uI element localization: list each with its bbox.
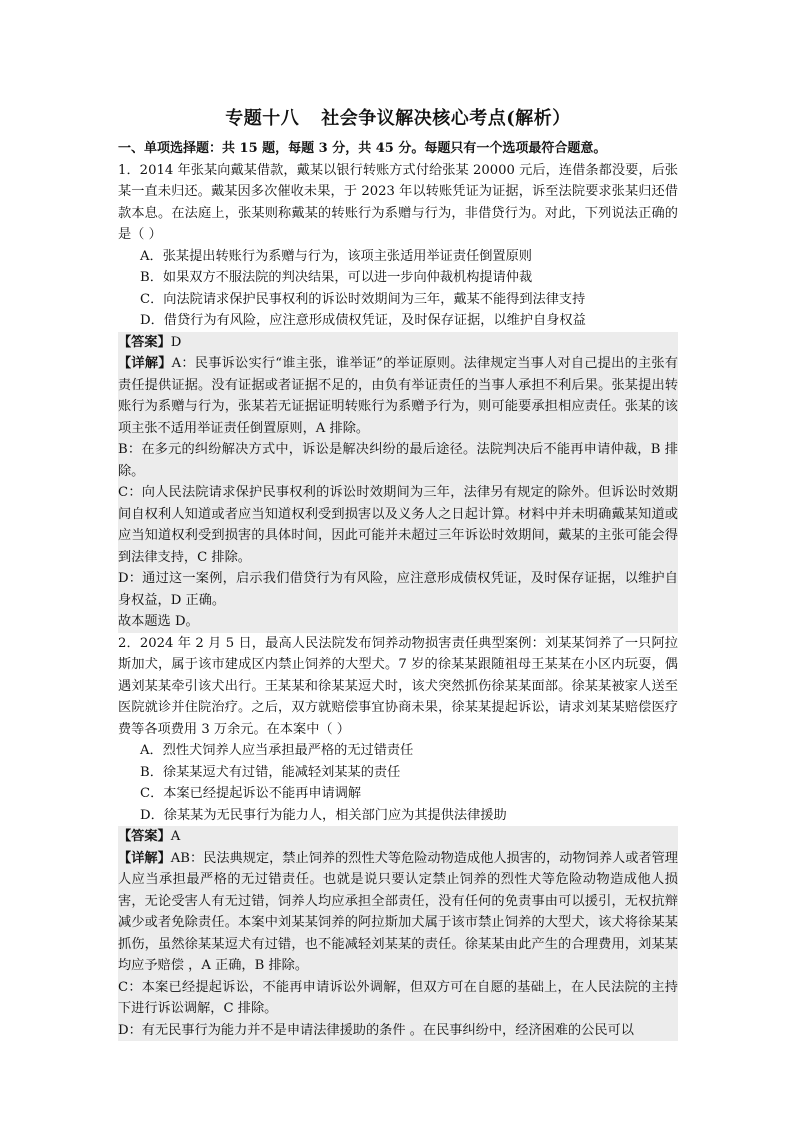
q2-option-c: C．本案已经提起诉讼不能再申请调解 xyxy=(140,786,362,801)
q1-analysis-b: B：在多元的纠纷解决方式中，诉讼是解决纠纷的最后途径。法院判决后不能再申请仲裁，B 排除。 xyxy=(118,442,678,479)
q1-option-d: D．借贷行为有风险，应注意形成债权凭证，及时保存证据，以维护自身权益 xyxy=(140,313,586,328)
q1-analysis-c: C：向人民法院请求保护民事权利的诉讼时效期间为三年，法律另有规定的除外。但诉讼时效期间自权利人知道或者应当知道权利受到损害以及义务人之日起计算。材料中并未明确戴某知道或应当知道权利受到损害的具体时间，因此可能并未超过三年诉讼时效期间，戴某的主张可能会得到法律支持，C 排除。 xyxy=(118,485,678,565)
q1-option-b: B．如果双方不服法院的判决结果，可以进一步向仲裁机构提请仲裁 xyxy=(140,270,533,285)
title-part-2: 社会争议解决核心考点(解析） xyxy=(321,108,571,129)
answer-value: D xyxy=(170,334,182,350)
q2-analysis-c: C：本案已经提起诉讼，不能再申请诉讼外调解，但双方可在自愿的基础上，在人民法院的主持下进行诉讼调解，C 排除。 xyxy=(118,979,678,1016)
analysis-text: A：民事诉讼实行“谁主张，谁举证”的举证原则。法律规定当事人对自己提出的主张有责任提供证据。没有证据或者证据不足的，由负有举证责任的当事人承担不利后果。张某提出转账行为系赠与行为，张某若无证据证明转账行为系赠予行为，则可能要承担相应责任。张某的该项主张不适用举证责任倒置原则，A 排除。 xyxy=(118,356,678,436)
content xyxy=(118,138,678,1041)
answer-value: A xyxy=(170,829,181,844)
analysis-text: AB：民法典规定，禁止饲养的烈性犬等危险动物造成他人损害的，动物饲养人或者管理人应当承担最严格的无过错责任。也就是说只要认定禁止饲养的烈性犬等危险动物造成他人损害，无论受害人有无过错，饲养人均应承担全部责任，没有任何的免责事由可以援引，无权抗辩减少或者免除责任。本案中刘某某饲养的阿拉斯加犬属于该市禁止饲养的大型犬，该犬将徐某某抓伤，虽然徐某某逗犬有过错，也不能减轻刘某某的责任。徐某某由此产生的合理费用，刘某某均应予赔偿 ，A 正确，B 排除。 xyxy=(118,850,678,973)
q1-analysis-a xyxy=(118,353,678,439)
q1-option-c: C．向法院请求保护民事权利的诉讼时效期间为三年，戴某不能得到法律支持 xyxy=(140,291,586,307)
q2-analysis-ab xyxy=(118,848,678,977)
q1-answer xyxy=(118,332,678,354)
section-header: 一、单项选择题：共 15 题，每题 3 分，共 45 分。每题只有一个选项最符合题意。 xyxy=(118,141,607,156)
title-part-1: 专题十八 xyxy=(225,108,300,129)
q2-answer xyxy=(118,826,678,848)
analysis-label: 【详解】 xyxy=(118,850,171,866)
q1-conclusion: 故本题选 D。 xyxy=(118,614,199,629)
q1-option-a: A．张某提出转账行为系赠与行为，该项主张适用举证责任倒置原则 xyxy=(140,248,532,264)
q1-analysis-d: D：通过这一案例，启示我们借贷行为有风险，应注意形成债权凭证，及时保存证据，以维护自身权益，D 正确。 xyxy=(118,571,678,608)
answer-label: 【答案】 xyxy=(118,334,171,350)
q2-analysis-block xyxy=(118,826,678,1041)
q2-option-a: A．烈性犬饲养人应当承担最严格的无过错责任 xyxy=(140,743,414,758)
page-title xyxy=(118,104,678,130)
q2-option-b: B．徐某某逗犬有过错，能减轻刘某某的责任 xyxy=(140,764,401,780)
analysis-label: 【详解】 xyxy=(118,356,172,371)
q2-option-d: D．徐某某为无民事行为能力人，相关部门应为其提供法律援助 xyxy=(140,807,507,823)
q2-stem: 2．2024 年 2 月 5 日，最高人民法院发布饲养动物损害责任典型案例：刘某某饲养了一只阿拉斯加犬，属于该市建成区内禁止饲养的大型犬。7 岁的徐某某跟随祖母王某某在小区内玩耍，偶遇刘某某牵引该犬出行。王某某和徐某某逗犬时，该犬突然抓伤徐某某面部。徐某某被家人送至医院就诊并住院治疗。之后，双方就赔偿事宜协商未果，徐某某提起诉讼，请求刘某某赔偿医疗费等各项费用 3 万余元。在本案中（ ） xyxy=(118,635,678,737)
answer-label: 【答案】 xyxy=(118,829,171,844)
q2-analysis-d: D：有无民事行为能力并不是申请法律援助的条件 。在民事纠纷中，经济困难的公民可以 xyxy=(118,1022,634,1038)
q1-analysis-block xyxy=(118,332,678,633)
q1-stem: 1．2014 年张某向戴某借款，戴某以银行转账方式付给张某 20000 元后，连借条都没要，后张某一直未归还。戴某因多次催收未果，于 2023 年以转账凭证为证据，诉至法院要求张某归还借款本息。在法庭上，张某则称戴某的转账行为系赠与行为，非借贷行为。对此，下列说法正确的是（ ） xyxy=(118,162,678,242)
